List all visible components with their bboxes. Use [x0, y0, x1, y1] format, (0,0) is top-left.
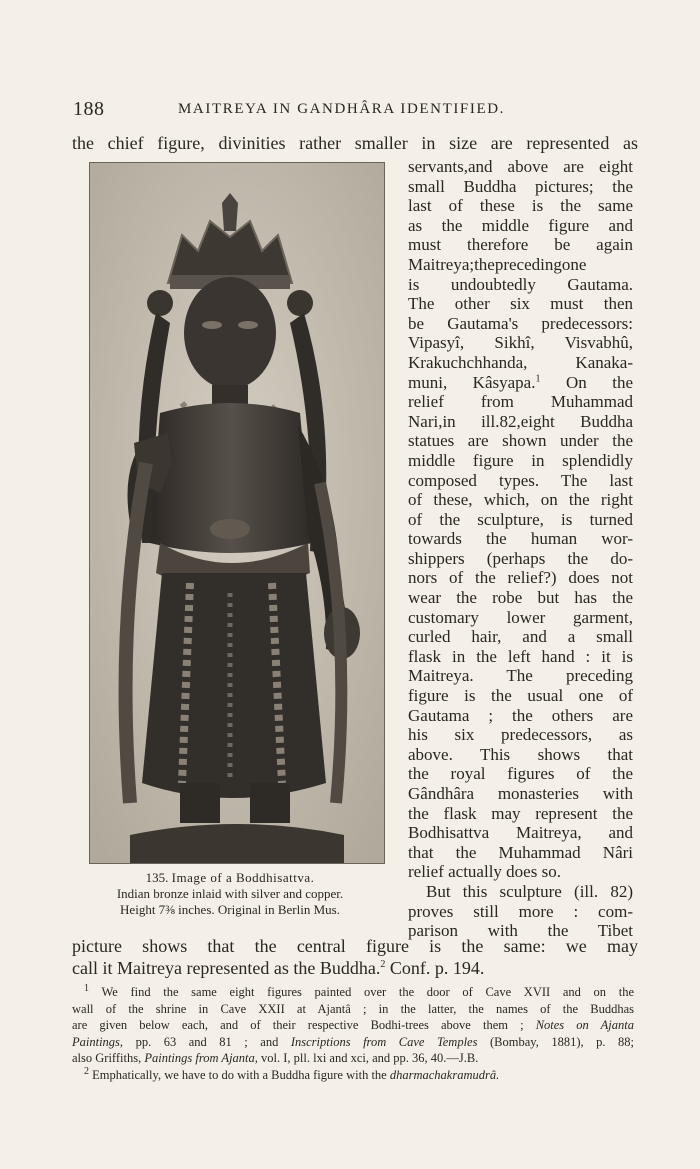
text-line: Bodhisattva Maitreya, and	[408, 823, 633, 843]
text-line: Maitreya;theprecedingone	[408, 254, 587, 274]
text-line: Vipasyî, Sikhî, Visvabhû,	[408, 333, 633, 353]
text-line: nors of the relief?) does not	[408, 568, 633, 588]
italic-title: Inscriptions from Cave Temples	[290, 1034, 478, 1049]
text-line: last of these is the same	[408, 196, 633, 216]
text-fragment: We find the same eight figures painted over the door of Cave XVII and on the	[101, 985, 634, 999]
footnote-line	[72, 1050, 634, 1067]
footnote-line: wall of the shrine in Cave XXII at Ajantâ ; in the latter, the names of the Buddhas	[72, 1001, 634, 1016]
text-fragment: muni, Kâsyapa.	[408, 372, 536, 392]
italic-term: dharmachakramudrâ.	[389, 1067, 500, 1082]
text-line: Maitreya. The preceding	[408, 666, 633, 686]
text-line: curled hair, and a small	[408, 627, 633, 647]
text-line: Gândhâra monasteries with	[408, 784, 633, 803]
text-fragment: vol. I, pll. lxi and xci, and pp. 36, 40.—J.B.	[261, 1051, 479, 1065]
text-line: But this sculpture (ill. 82)	[426, 881, 633, 901]
text-line: middle figure in splendidly	[408, 450, 633, 470]
text-line: towards the human wor-	[408, 529, 633, 549]
text-line: statues are shown under the	[408, 431, 633, 451]
caption-title-line	[72, 870, 388, 886]
figure-caption	[72, 870, 388, 918]
footnote-line	[72, 1017, 634, 1034]
footnote-line	[72, 1034, 634, 1051]
text-line: Nari,in ill.82,eight Buddha	[408, 411, 633, 431]
text-line: that the Muhammad Nâri	[408, 842, 633, 862]
text-line: is undoubtedly Gautama.	[408, 274, 633, 294]
running-title: MAITREYA IN GANDHÂRA IDENTIFIED.	[178, 101, 506, 117]
text-line: parison with the Tibet	[408, 921, 633, 941]
text-fragment: call it Maitreya represented as the Buddha.	[72, 958, 381, 978]
text-line-with-footnote	[408, 373, 633, 393]
caption-description: Indian bronze inlaid with silver and copper.	[116, 886, 344, 901]
text-fragment: On the	[565, 372, 634, 392]
text-line: The other six must then	[408, 294, 633, 314]
text-line: relief from Muhammad	[408, 392, 633, 412]
text-line: above. This shows that	[408, 744, 633, 764]
footnote-marker: 1	[84, 982, 89, 994]
text-fragment: Conf. p. 194.	[389, 958, 485, 978]
text-line: his six predecessors, as	[408, 725, 633, 745]
text-line: as the middle figure and	[408, 215, 633, 235]
text-fragment: (Bombay, 1881), p. 88;	[489, 1034, 634, 1049]
text-line: relief actually does so.	[408, 862, 561, 882]
text-line: must therefore be again	[408, 235, 633, 255]
footnote-line	[72, 1067, 634, 1084]
text-line: composed types. The last	[408, 470, 633, 490]
figure-image	[89, 162, 385, 864]
italic-title: Paintings,	[72, 1034, 124, 1049]
body-first-line: the chief figure, divinities rather smaller in size are represented as	[72, 133, 638, 153]
text-line: the royal figures of the	[408, 764, 633, 784]
footnote-marker: 2	[84, 1065, 89, 1077]
footnote-2	[72, 1067, 634, 1084]
footnotes	[72, 984, 634, 1083]
page-number: 188	[73, 98, 105, 120]
text-line: customary lower garment,	[408, 607, 633, 627]
text-line: Gautama ; the others are	[408, 705, 633, 725]
body-bottom-line-1: picture shows that the central figure is the same: we may	[72, 936, 638, 956]
text-line: of these, which, on the right	[408, 490, 633, 510]
text-line: servants,and above are eight	[408, 157, 633, 176]
footnote-marker: 1	[535, 372, 541, 384]
caption-number: 135.	[145, 870, 169, 885]
text-line: be Gautama's predecessors:	[408, 313, 633, 333]
footnote-line	[72, 984, 634, 1001]
footnote-marker: 2	[380, 959, 386, 970]
text-line: flask in the left hand : it is	[408, 646, 633, 666]
text-line: of the sculpture, is turned	[408, 509, 633, 529]
text-line: wear the robe but has the	[408, 588, 633, 608]
text-line: the flask may represent the	[408, 803, 633, 823]
text-fragment: pp. 63 and 81 ; and	[135, 1034, 279, 1049]
right-column-text	[408, 157, 633, 941]
italic-title: Notes on Ajanta	[535, 1018, 635, 1032]
caption-title: Image of a Boddhisattva.	[171, 870, 315, 885]
text-fragment: Emphatically, we have to do with a Buddha figure with the	[92, 1067, 387, 1082]
text-fragment: also Griffiths,	[72, 1051, 142, 1065]
bodhisattva-bronze-image	[90, 163, 384, 863]
text-line: figure is the usual one of	[408, 686, 633, 706]
text-line: small Buddha pictures; the	[408, 176, 633, 196]
text-fragment: are given below each, and of their respective Bodhi-trees above them ;	[72, 1018, 524, 1032]
text-line: Krakuchchhanda, Kanaka-	[408, 352, 633, 372]
text-line: shippers (perhaps the do-	[408, 548, 633, 568]
caption-dimensions: Height 7⅜ inches. Original in Berlin Mus.	[120, 902, 340, 917]
footnote-1	[72, 984, 634, 1067]
body-bottom-line-2	[72, 957, 638, 979]
text-line: proves still more : com-	[408, 901, 633, 921]
italic-title: Paintings from Ajanta,	[144, 1051, 258, 1065]
